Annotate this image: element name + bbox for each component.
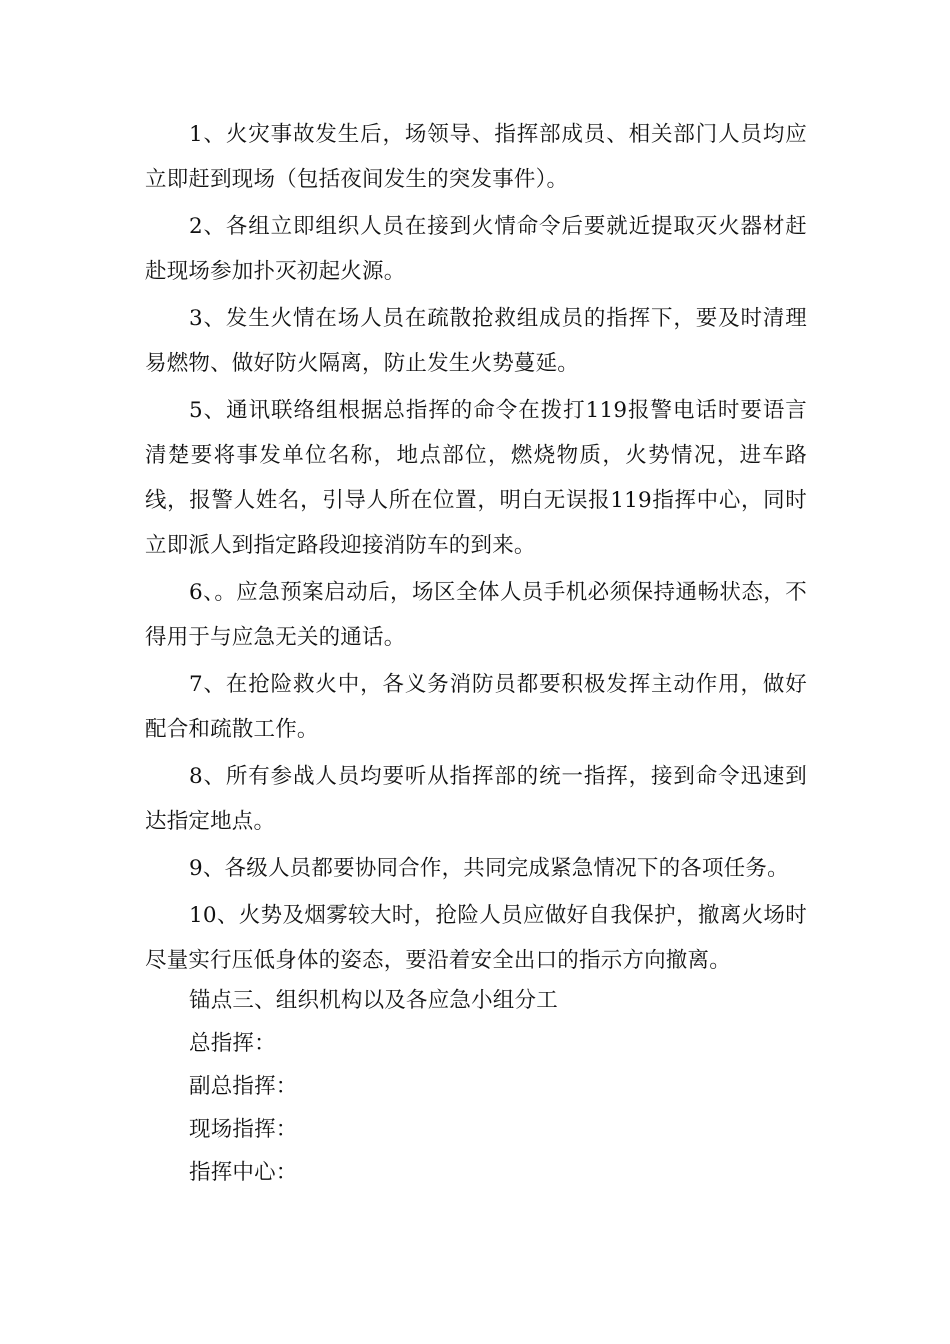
paragraph-1: 1、火灾事故发生后，场领导、指挥部成员、相关部门人员均应立即赶到现场（包括夜间发生的突发事件）。 bbox=[145, 122, 807, 192]
section-heading: 锚点三、组织机构以及各应急小组分工 bbox=[189, 988, 558, 1013]
label-command-center: 指挥中心： bbox=[189, 1160, 298, 1185]
label-general-commander: 总指挥： bbox=[189, 1031, 276, 1056]
paragraph-6: 6、。应急预案启动后，场区全体人员手机必须保持通畅状态，不得用于与应急无关的通话。 bbox=[145, 580, 807, 650]
paragraph-10: 10、火势及烟雾较大时，抢险人员应做好自我保护，撤离火场时尽量实行压低身体的姿态，要沿着安全出口的指示方向撤离。 bbox=[145, 903, 807, 973]
document-body bbox=[145, 112, 807, 1194]
paragraph-3: 3、发生火情在场人员在疏散抢救组成员的指挥下，要及时清理易燃物、做好防火隔离，防止发生火势蔓延。 bbox=[145, 306, 807, 376]
paragraph-8: 8、所有参战人员均要听从指挥部的统一指挥，接到命令迅速到达指定地点。 bbox=[145, 764, 807, 834]
paragraph-7: 7、在抢险救火中，各义务消防员都要积极发挥主动作用，做好配合和疏散工作。 bbox=[145, 672, 807, 742]
paragraph-9: 9、各级人员都要协同合作，共同完成紧急情况下的各项任务。 bbox=[189, 856, 789, 881]
label-site-commander: 现场指挥： bbox=[189, 1117, 298, 1142]
paragraph-2: 2、各组立即组织人员在接到火情命令后要就近提取灭火器材赶赴现场参加扑灭初起火源。 bbox=[145, 214, 807, 284]
label-deputy-commander: 副总指挥： bbox=[189, 1074, 298, 1099]
paragraph-5: 5、通讯联络组根据总指挥的命令在拨打119报警电话时要语言清楚要将事发单位名称，地点部位，燃烧物质，火势情况，进车路线，报警人姓名，引导人所在位置，明白无误报119指挥中心，同时立即派人到指定路段迎接消防车的到来。 bbox=[145, 398, 807, 558]
